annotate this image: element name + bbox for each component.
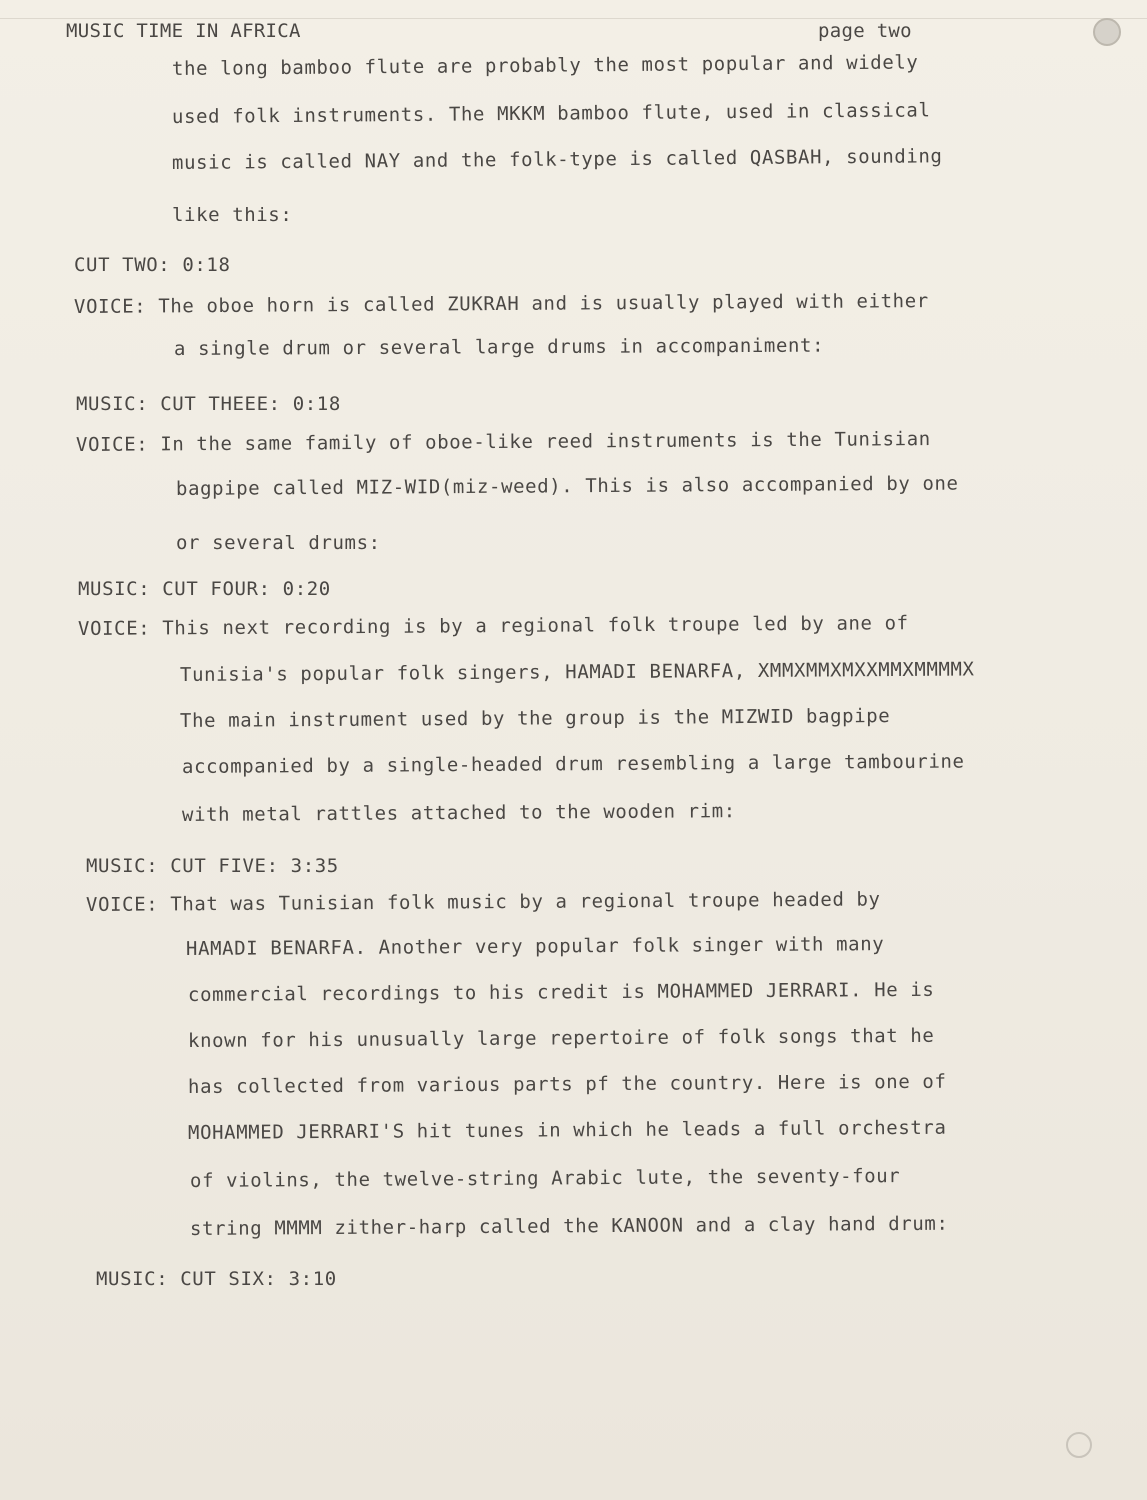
- typed-line: used folk instruments. The MKKM bamboo flute, used in classical: [171, 99, 931, 128]
- typed-line: the long bamboo flute are probably the most popular and widely: [171, 51, 919, 80]
- document-title: MUSIC TIME IN AFRICA: [66, 20, 301, 42]
- typed-line: commercial recordings to his credit is MOHAMMED JERRARI. He is: [187, 978, 935, 1006]
- typed-line: accompanied by a single-headed drum resembling a large tambourine: [181, 750, 965, 778]
- typed-line: VOICE: That was Tunisian folk music by a regional troupe headed by: [85, 888, 881, 916]
- typed-line: string MMMM zither-harp called the KANOON and a clay hand drum:: [189, 1212, 949, 1240]
- typed-line: MOHAMMED JERRARI'S hit tunes in which he leads a full orchestra: [187, 1116, 947, 1144]
- typed-line: HAMADI BENARFA. Another very popular folk singer with many: [185, 933, 885, 960]
- punch-hole-top: [1093, 18, 1121, 46]
- typed-line: MUSIC: CUT FIVE: 3:35: [86, 855, 339, 877]
- typed-line: MUSIC: CUT THEEE: 0:18: [76, 393, 341, 415]
- typed-line: VOICE: This next recording is by a regional folk troupe led by ane of: [77, 612, 909, 640]
- typed-line: with metal rattles attached to the wooden rim:: [181, 800, 736, 826]
- typed-line: Tunisia's popular folk singers, HAMADI BENARFA, XMMXMMXMXXMMXMMMMX: [179, 658, 975, 686]
- typed-line: of violins, the twelve-string Arabic lute, the seventy-four: [189, 1165, 901, 1192]
- typed-line: The main instrument used by the group is the MIZWID bagpipe: [179, 705, 891, 732]
- typed-line: CUT TWO: 0:18: [74, 254, 231, 276]
- typed-line: music is called NAY and the folk-type is called QASBAH, sounding: [171, 145, 943, 174]
- typed-line: bagpipe called MIZ-WID(miz-weed). This is also accompanied by one: [175, 472, 959, 500]
- page-number: page two: [818, 20, 912, 42]
- typed-line: MUSIC: CUT FOUR: 0:20: [78, 578, 331, 600]
- typed-line: like this:: [172, 204, 293, 226]
- typed-line: VOICE: In the same family of oboe-like reed instruments is the Tunisian: [75, 428, 931, 456]
- fold-crease: [0, 18, 1147, 19]
- typed-line: has collected from various parts pf the country. Here is one of: [187, 1070, 947, 1098]
- typed-line: VOICE: The oboe horn is called ZUKRAH and is usually played with either: [73, 290, 929, 318]
- punch-hole-bottom: [1066, 1432, 1092, 1458]
- typed-line: MUSIC: CUT SIX: 3:10: [96, 1268, 337, 1290]
- typed-line: or several drums:: [176, 532, 381, 554]
- typed-line: known for his unusually large repertoire of folk songs that he: [187, 1024, 935, 1052]
- typed-line: a single drum or several large drums in accompaniment:: [173, 334, 825, 360]
